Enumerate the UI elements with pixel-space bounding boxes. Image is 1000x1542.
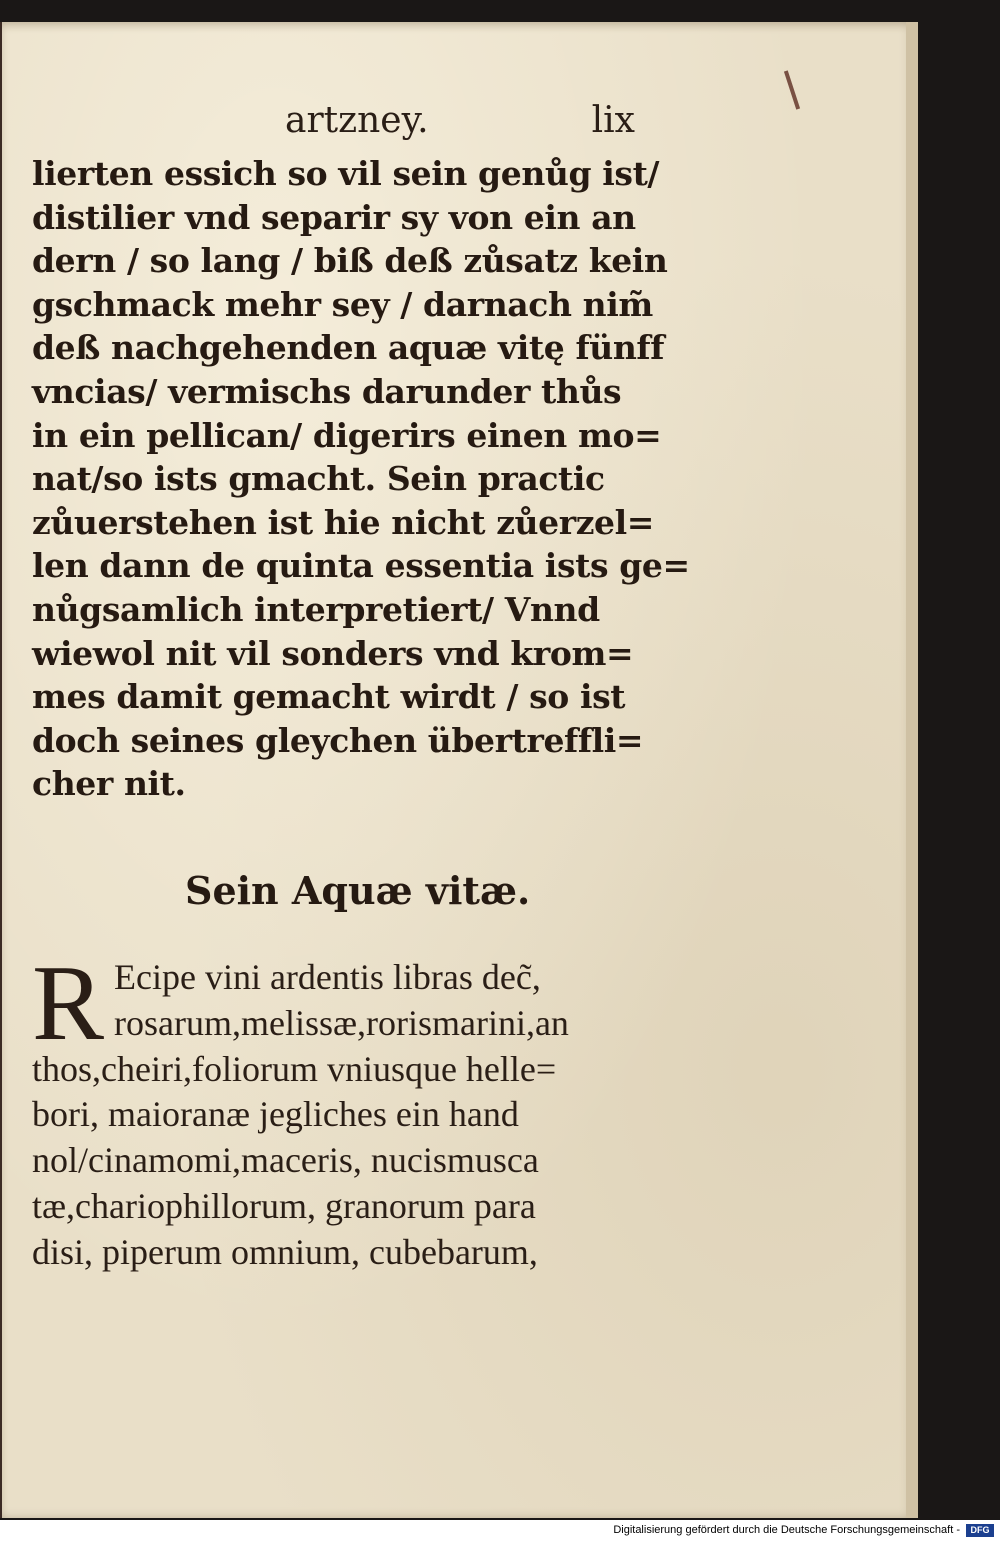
fraktur-line: distilier vnd separir sy von ein an (32, 197, 636, 237)
latin-line: bori, maioranæ jegliches ein hand (32, 1094, 519, 1135)
fraktur-line: doch seines gleychen übertreffli= (32, 720, 644, 760)
folio-number: lix (591, 100, 635, 141)
fraktur-line: nůgsamlich interpretiert/ Vnnd (32, 589, 600, 629)
latin-line: disi, piperum omnium, cubebarum, (32, 1231, 538, 1272)
credit-text: Digitalisierung gefördert durch die Deutsche Forschungsgemeinschaft - (613, 1524, 960, 1536)
fraktur-line: deß nachgehenden aquæ vitę fünff (32, 328, 665, 368)
latin-line: nol/cinamomi,maceris, nucismusca (32, 1140, 539, 1181)
fraktur-text-block (32, 152, 690, 806)
fraktur-line: zůuerstehen ist hie nicht zůerzel= (32, 502, 655, 542)
fraktur-line: in ein pellican/ digerirs einen mo= (32, 415, 662, 455)
section-heading: Sein Aquæ vitæ. (185, 868, 531, 913)
latin-line: tæ,chariophillorum, granorum para (32, 1185, 536, 1226)
fraktur-line: len dann de quinta essentia ists ge= (32, 546, 690, 586)
latin-line: rosarum,melissæ,rorismarini,an (114, 1002, 569, 1043)
drop-cap: R (32, 944, 105, 1063)
page-edge (906, 22, 918, 1518)
latin-line: thos,cheiri,foliorum vniusque helle= (32, 1048, 557, 1089)
latin-text-block (32, 944, 647, 1276)
fraktur-line: gschmack mehr sey / darnach nim̃ (32, 284, 653, 324)
fraktur-line: mes damit gemacht wirdt / so ist (32, 677, 626, 717)
dfg-logo: DFG (966, 1524, 994, 1537)
latin-line: Ecipe vini ardentis libras dec̃, (114, 957, 541, 997)
fraktur-line: cher nit. (32, 764, 186, 804)
fraktur-line: wiewol nit vil sonders vnd krom= (32, 633, 634, 673)
digitization-credit-bar (0, 1520, 1000, 1542)
running-title: artzney. (285, 100, 429, 141)
fraktur-line: vncias/ vermischs darunder thůs (32, 371, 622, 411)
fraktur-line: lierten essich so vil sein genůg ist/ (32, 154, 660, 193)
running-header (285, 100, 635, 150)
fraktur-line: nat/so ists gmacht. Sein practic (32, 459, 605, 499)
fraktur-line: dern / so lang / biß deß zůsatz kein (32, 241, 668, 281)
